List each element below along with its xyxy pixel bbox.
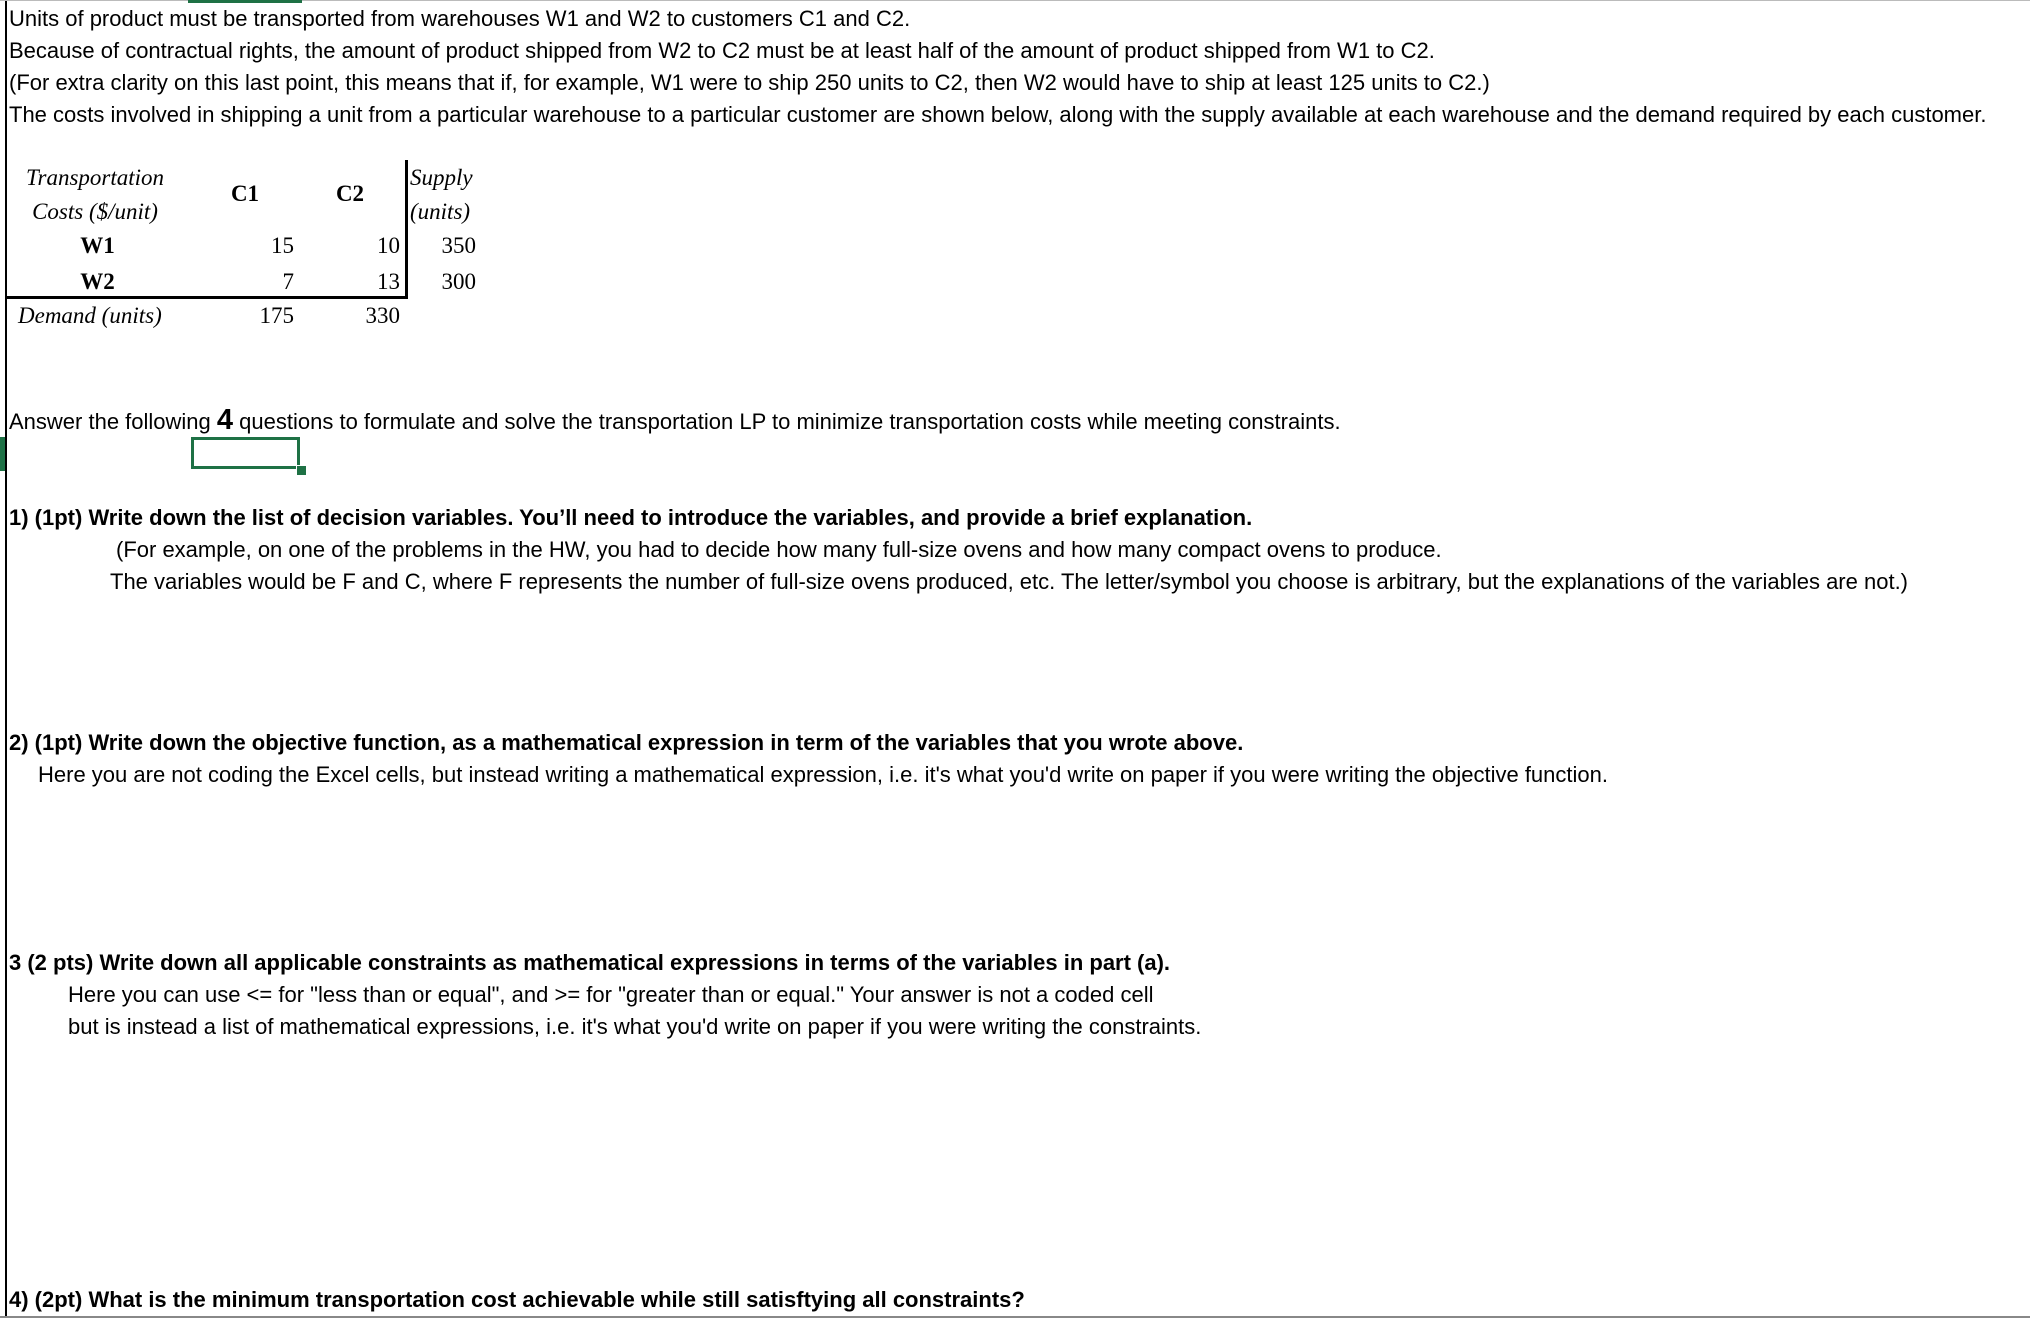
table-corner-line-2: Costs ($/unit) [32, 199, 158, 224]
header-supply-line-1: Supply [410, 165, 473, 190]
q1-note-1: (For example, on one of the problems in the HW, you had to decide how many full-size ovens and how many compact ovens to produce. [116, 537, 1442, 562]
cost-w2-c2: 13 [377, 269, 400, 294]
left-border [5, 0, 7, 1318]
supply-w1: 350 [441, 233, 476, 258]
row-label-w2: W2 [80, 269, 115, 294]
supply-w2: 300 [441, 269, 476, 294]
intro-line-1: Units of product must be transported from warehouses W1 and W2 to customers C1 and C2. [9, 6, 911, 31]
intro-line-4: The costs involved in shipping a unit from a particular warehouse to a particular customer are shown below, along with the supply available at each warehouse and the demand required by each customer. [9, 102, 1987, 127]
q1-title: 1) (1pt) Write down the list of decision variables. You’ll need to introduce the variables, and provide a brief explanation. [9, 505, 1253, 530]
intro-line-2: Because of contractual rights, the amount of product shipped from W2 to C2 must be at least half of the amount of product shipped from W1 to C2. [9, 38, 1435, 63]
row-marker [0, 437, 5, 471]
supply-divider [405, 160, 408, 298]
fill-handle[interactable] [296, 465, 307, 476]
cost-w2-c1: 7 [282, 269, 294, 294]
q2-note-1: Here you are not coding the Excel cells, but instead writing a mathematical expression, i.e. it's what you'd write on paper if you were writing the objective function. [38, 762, 1608, 787]
cost-w1-c1: 15 [271, 233, 294, 258]
demand-divider [5, 296, 408, 299]
q3-note-1: Here you can use <= for "less than or equal", and >= for "greater than or equal." Your answer is not a coded cell [68, 982, 1154, 1007]
instructions-line [9, 406, 1341, 436]
q4-title: 4) (2pt) What is the minimum transportation cost achievable while still satisftying all constraints? [9, 1287, 1025, 1312]
q3-note-2: but is instead a list of mathematical expressions, i.e. it's what you'd write on paper if you were writing the constraints. [68, 1014, 1202, 1039]
table-corner-line-1: Transportation [25, 165, 165, 190]
q3-title: 3 (2 pts) Write down all applicable constraints as mathematical expressions in terms of the variables in part (a). [9, 950, 1171, 975]
header-supply-line-2: (units) [410, 199, 471, 224]
selected-cell[interactable] [191, 437, 300, 469]
demand-label: Demand (units) [18, 303, 162, 328]
q1-note-2: The variables would be F and C, where F represents the number of full-size ovens produced, etc. The letter/symbol you choose is arbitrary, but the explanations of the variables are not.) [110, 569, 1909, 594]
q2-title: 2) (1pt) Write down the objective function, as a mathematical expression in term of the variables that you wrote above. [9, 730, 1244, 755]
demand-c2: 330 [365, 303, 400, 328]
header-c2: C2 [335, 181, 365, 206]
row-label-w1: W1 [80, 233, 115, 258]
top-border [0, 0, 2030, 1]
demand-c1: 175 [259, 303, 294, 328]
instructions-after: questions to formulate and solve the transportation LP to minimize transportation costs while meeting constraints. [239, 409, 1341, 434]
instructions-before: Answer the following [9, 409, 211, 434]
question-count: 4 [216, 404, 234, 436]
header-c1: C1 [230, 181, 260, 206]
intro-line-3: (For extra clarity on this last point, this means that if, for example, W1 were to ship 250 units to C2, then W2 would have to ship at least 125 units to C2.) [9, 70, 1490, 95]
top-tab-accent [188, 0, 302, 3]
cost-w1-c2: 10 [377, 233, 400, 258]
